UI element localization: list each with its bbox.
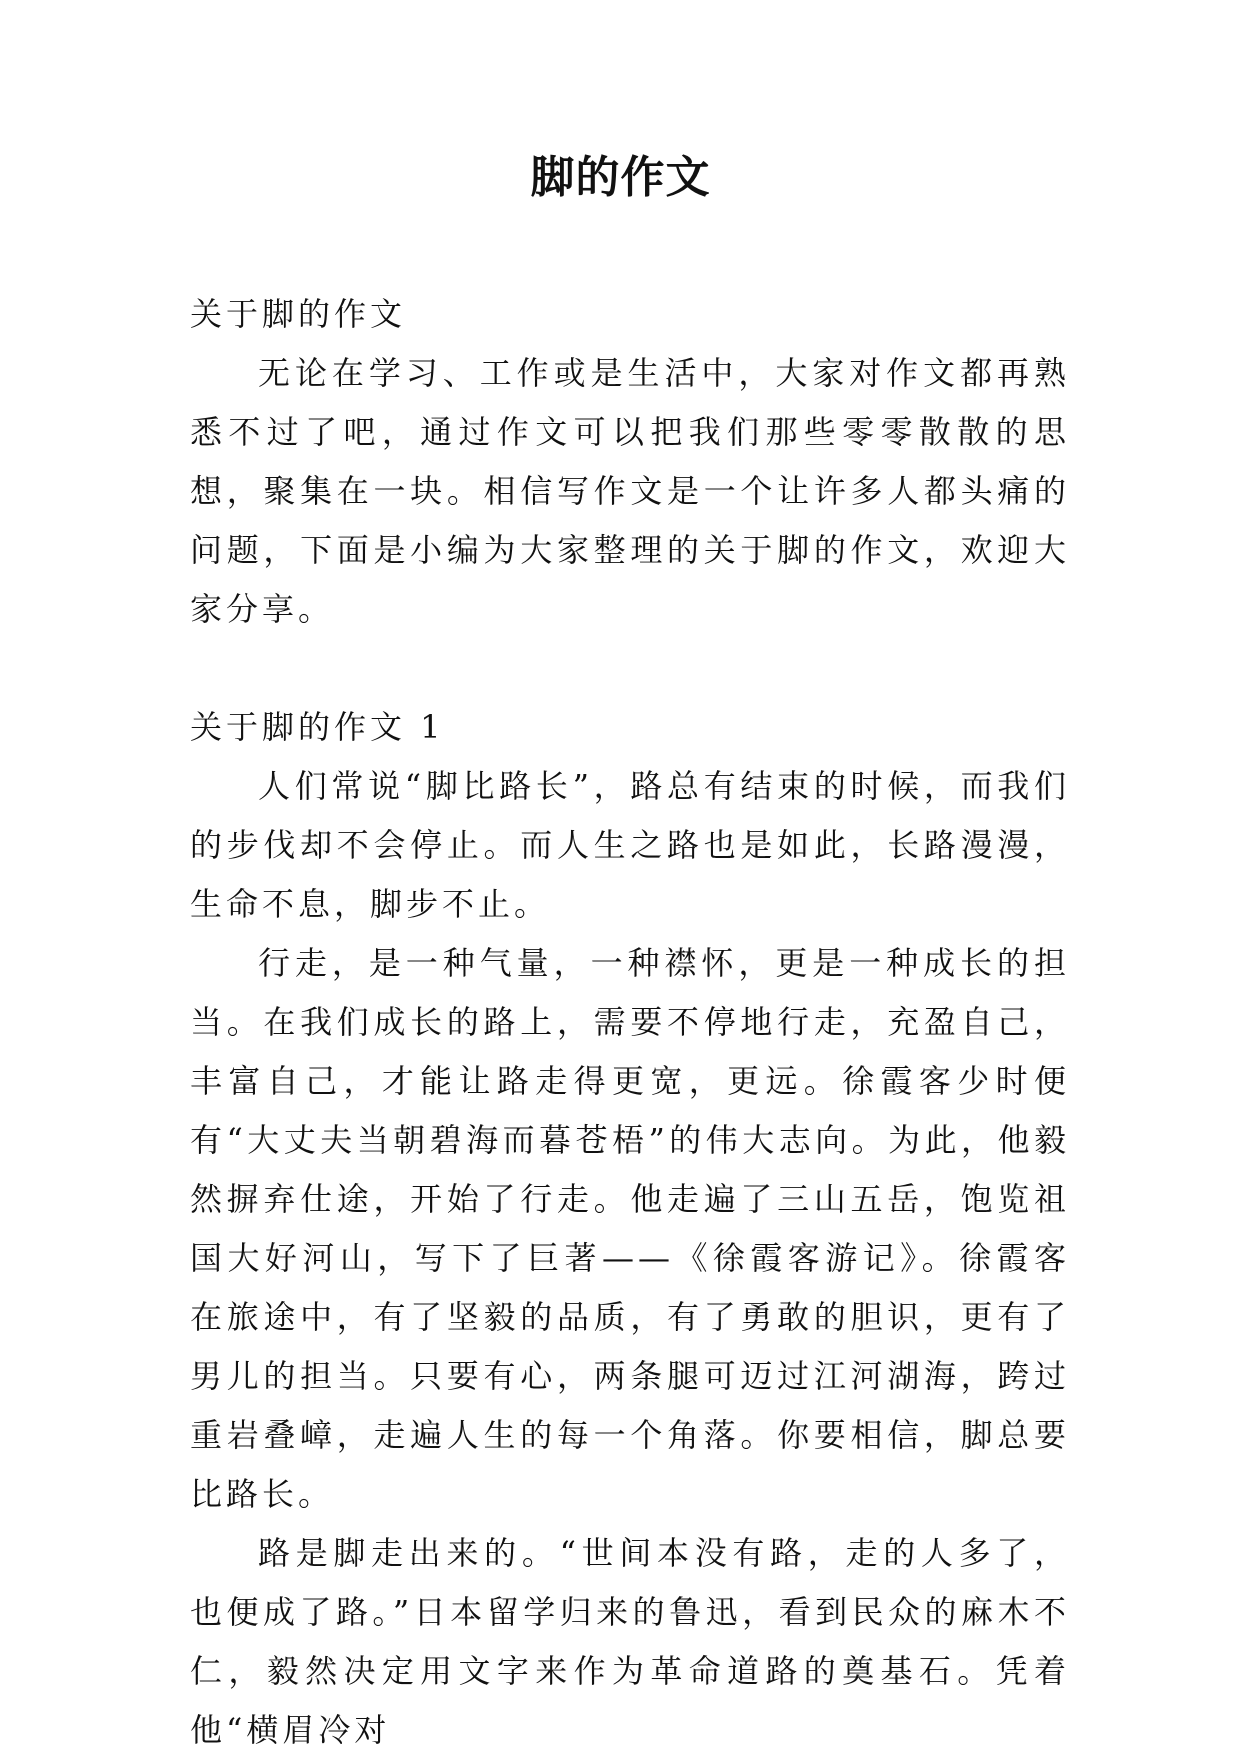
document-title: 脚的作文: [530, 152, 711, 203]
essay-1-heading: 关于脚的作文 1: [190, 708, 445, 746]
intro-paragraph: 无论在学习、工作或是生活中，大家对作文都再熟悉不过了吧，通过作文可以把我们那些零零散散的思想，聚集在一块。相信写作文是一个让许多人都头痛的问题，下面是小编为大家整理的关于脚的作文，欢迎大家分享。: [190, 354, 1070, 628]
intro-heading: 关于脚的作文: [190, 295, 407, 333]
essay-1-paragraph-2: 行走，是一种气量，一种襟怀，更是一种成长的担当。在我们成长的路上，需要不停地行走，充盈自己，丰富自己，才能让路走得更宽，更远。徐霞客少时便有“大丈夫当朝碧海而暮苍梧”的伟大志向。为此，他毅然摒弃仕途，开始了行走。他走遍了三山五岳，饱览祖国大好河山，写下了巨著——《徐霞客游记》。徐霞客在旅途中，有了坚毅的品质，有了勇敢的胆识，更有了男儿的担当。只要有心，两条腿可迈过江河湖海，跨过重岩叠嶂，走遍人生的每一个角落。你要相信，脚总要比路长。: [190, 944, 1070, 1513]
section-spacer: [190, 639, 1070, 698]
essay-1-paragraph-3: 路是脚走出来的。“世间本没有路，走的人多了，也便成了路。”日本留学归来的鲁迅，看到民众的麻木不仁，毅然决定用文字来作为革命道路的奠基石。凭着他“横眉冷对: [190, 1534, 1070, 1749]
essay-1-paragraph-1: 人们常说“脚比路长”，路总有结束的时候，而我们的步伐却不会停止。而人生之路也是如此，长路漫漫，生命不息，脚步不止。: [190, 767, 1070, 923]
document-body: [190, 285, 1070, 1760]
